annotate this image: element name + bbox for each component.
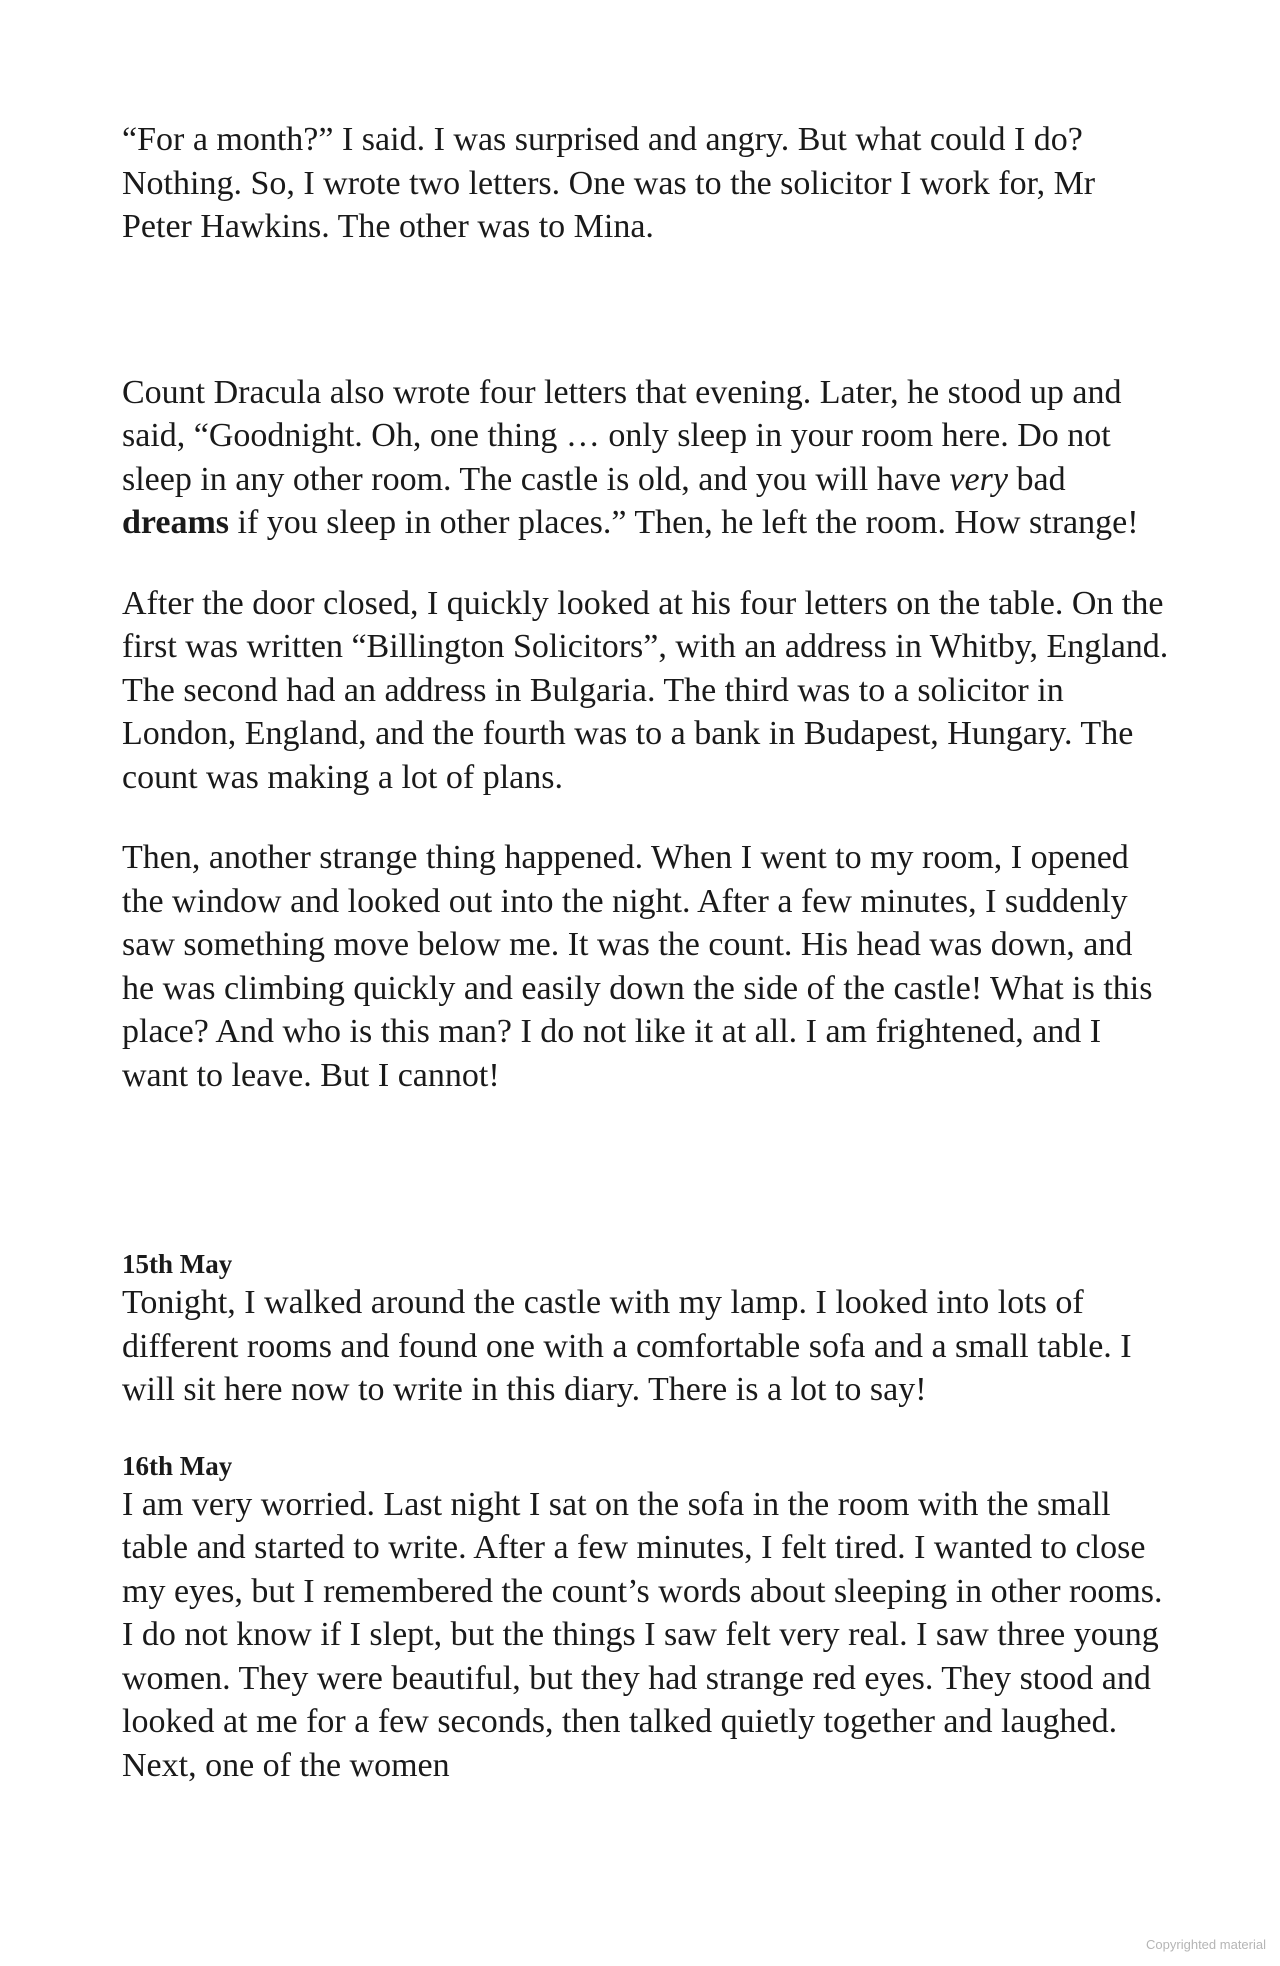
page-body [122,118,1172,1787]
diary-entry [122,1449,1172,1788]
diary-date-heading: 16th May [122,1450,233,1481]
paragraph-count-climbing: Then, another strange thing happened. When I went to my room, I opened the window and looked out into the night. After a few minutes, I suddenly saw something move below me. It was the count. His head was down, and he was climbing quickly and easily down the side of the castle! What is this place? And who is this man? I do not like it at all. I am frightened, and I want to leave. But I cannot! [122,839,1153,1094]
emphasis-very: very [949,460,1008,498]
section-break [122,249,1172,371]
paragraph-text: Count Dracula also wrote four letters that evening. Later, he stood up and said, “Goodnight. Oh, one thing … only sleep in your room here. Do not sleep in any other room. The castle is old, and you will have [122,373,1122,498]
diary-entry-text: Tonight, I walked around the castle with my lamp. I looked into lots of different rooms and found one with a comfortable sofa and a small table. I will sit here now to write in this diary. There is a lot to say! [122,1284,1132,1408]
diary-entry-text: I am very worried. Last night I sat on the sofa in the room with the small table and started to write. After a few minutes, I felt tired. I wanted to close my eyes, but I remembered the count’s words about sleeping in other rooms. I do not know if I slept, but the things I saw felt very real. I saw three young women. They were beautiful, but they had strange red eyes. They stood and looked at me for a few seconds, then talked quietly together and laughed. Next, one of the women [122,1485,1163,1784]
glossary-word-dreams: dreams [122,504,230,541]
diary-entry [122,1247,1172,1412]
copyright-notice: Copyrighted material [1146,1937,1266,1952]
paragraph-letters-to-hawkins-and-mina: “For a month?” I said. I was surprised and angry. But what could I do? Nothing. So, I wrote two letters. One was to the solicitor I work for, Mr Peter Hawkins. The other was to Mina. [122,121,1096,245]
diary-date-heading: 15th May [122,1249,233,1279]
paragraph-text: if you sleep in other places.” Then, he left the room. How strange! [229,504,1139,541]
paragraph-four-letters: After the door closed, I quickly looked at his four letters on the table. On the first was written “Billington Solicitors”, with an address in Whitby, England. The second had an address in Bulgaria. The third was to a solicitor in London, England, and the fourth was to a bank in Budapest, Hungary. The count was making a lot of plans. [122,584,1169,796]
paragraph-spacer [122,545,1172,582]
paragraph-spacer [122,799,1172,836]
paragraph-count-warning [122,371,1172,545]
section-break [122,1097,1172,1247]
paragraph-spacer [122,1412,1172,1449]
paragraph-text: bad [1007,460,1066,498]
